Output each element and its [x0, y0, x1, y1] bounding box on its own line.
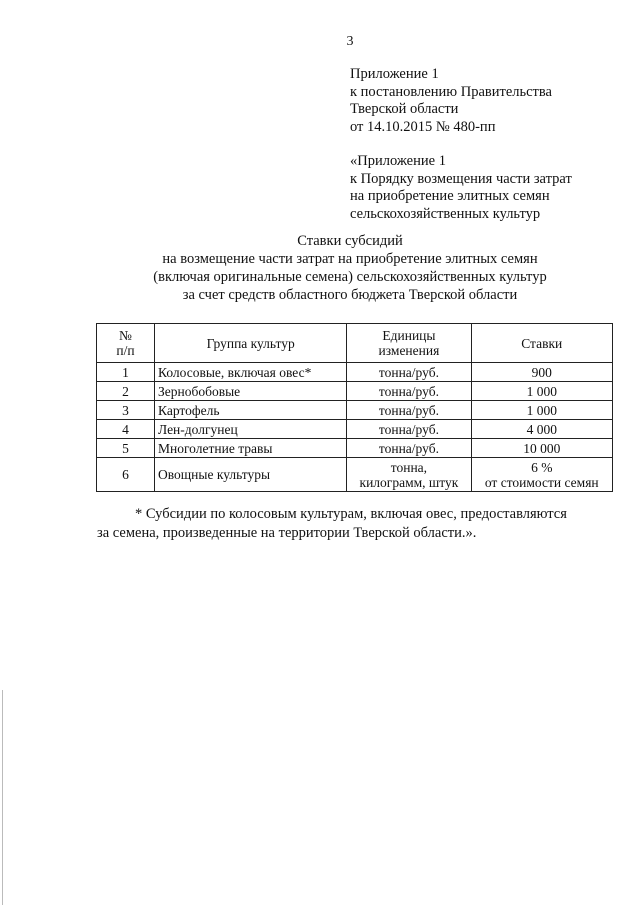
title-line: (включая оригинальные семена) сельскохозяйственных культур: [153, 269, 547, 285]
table-row: [97, 458, 613, 492]
row-unit: [347, 458, 471, 492]
annex-quoted-line: сельскохозяйственных культур: [350, 205, 541, 222]
annex-quoted: [350, 153, 630, 223]
title-line: на возмещение части затрат на приобретение элитных семян: [162, 251, 538, 267]
row-number: 3: [97, 401, 155, 420]
annex-quoted-line: к Порядку возмещения части затрат: [350, 170, 572, 187]
row-unit-line: килограмм, штук: [359, 474, 459, 490]
header-number-symbol: №: [119, 328, 132, 343]
row-rate: 1 000: [471, 401, 613, 420]
row-number: 6: [97, 458, 155, 492]
annex-header-line: Приложение 1: [350, 66, 439, 82]
row-unit: тонна/руб.: [347, 439, 471, 458]
row-unit: тонна/руб.: [347, 363, 471, 382]
row-number: 1: [97, 363, 155, 382]
annex-header-line: Тверской области: [350, 101, 459, 117]
document-title: [100, 232, 600, 304]
title-line: за счет средств областного бюджета Тверской области: [182, 287, 518, 303]
header-group: Группа культур: [155, 324, 347, 363]
table-row: [97, 363, 613, 382]
row-group: Колосовые, включая овес*: [155, 363, 347, 382]
header-rate: Ставки: [471, 324, 613, 363]
header-unit-line: Единицы: [382, 328, 436, 343]
row-number: 4: [97, 420, 155, 439]
table-row: [97, 439, 613, 458]
table-row: [97, 401, 613, 420]
row-group: Овощные культуры: [155, 458, 347, 492]
row-rate: [471, 458, 613, 492]
header-unit: [347, 324, 471, 363]
row-unit: тонна/руб.: [347, 420, 471, 439]
row-rate: 10 000: [471, 439, 613, 458]
rates-table: [96, 323, 613, 492]
row-number: 2: [97, 382, 155, 401]
annex-header-line: к постановлению Правительства: [350, 83, 552, 100]
header-number: [97, 324, 155, 363]
annex-quoted-line: на приобретение элитных семян: [350, 188, 550, 204]
row-rate: 900: [471, 363, 613, 382]
page-number: 3: [346, 34, 354, 49]
row-rate: 4 000: [471, 420, 613, 439]
table-row: [97, 420, 613, 439]
footnote: [97, 505, 612, 543]
row-unit: тонна/руб.: [347, 401, 471, 420]
footnote-line: за семена, произведенные на территории Тверской области.».: [97, 525, 477, 541]
title-line: Ставки субсидий: [297, 233, 403, 249]
row-unit-line: тонна,: [390, 459, 428, 475]
row-number: 5: [97, 439, 155, 458]
table-header-row: [97, 324, 613, 363]
row-rate-line: от стоимости семян: [484, 474, 599, 490]
row-rate-line: 6 %: [531, 459, 553, 475]
row-group: Многолетние травы: [155, 439, 347, 458]
row-group: Картофель: [155, 401, 347, 420]
annex-header-line: от 14.10.2015 № 480-пп: [350, 118, 496, 135]
scan-edge-line: [2, 690, 3, 905]
table-row: [97, 382, 613, 401]
annex-quoted-line: «Приложение 1: [350, 153, 446, 169]
header-number-abbr: п/п: [116, 343, 135, 358]
row-group: Зернобобовые: [155, 382, 347, 401]
footnote-line: * Субсидии по колосовым культурам, включая овес, предоставляются: [135, 506, 567, 522]
row-rate: 1 000: [471, 382, 613, 401]
annex-header: [350, 66, 630, 136]
header-unit-line: изменения: [378, 343, 440, 358]
row-group: Лен-долгунец: [155, 420, 347, 439]
row-unit: тонна/руб.: [347, 382, 471, 401]
